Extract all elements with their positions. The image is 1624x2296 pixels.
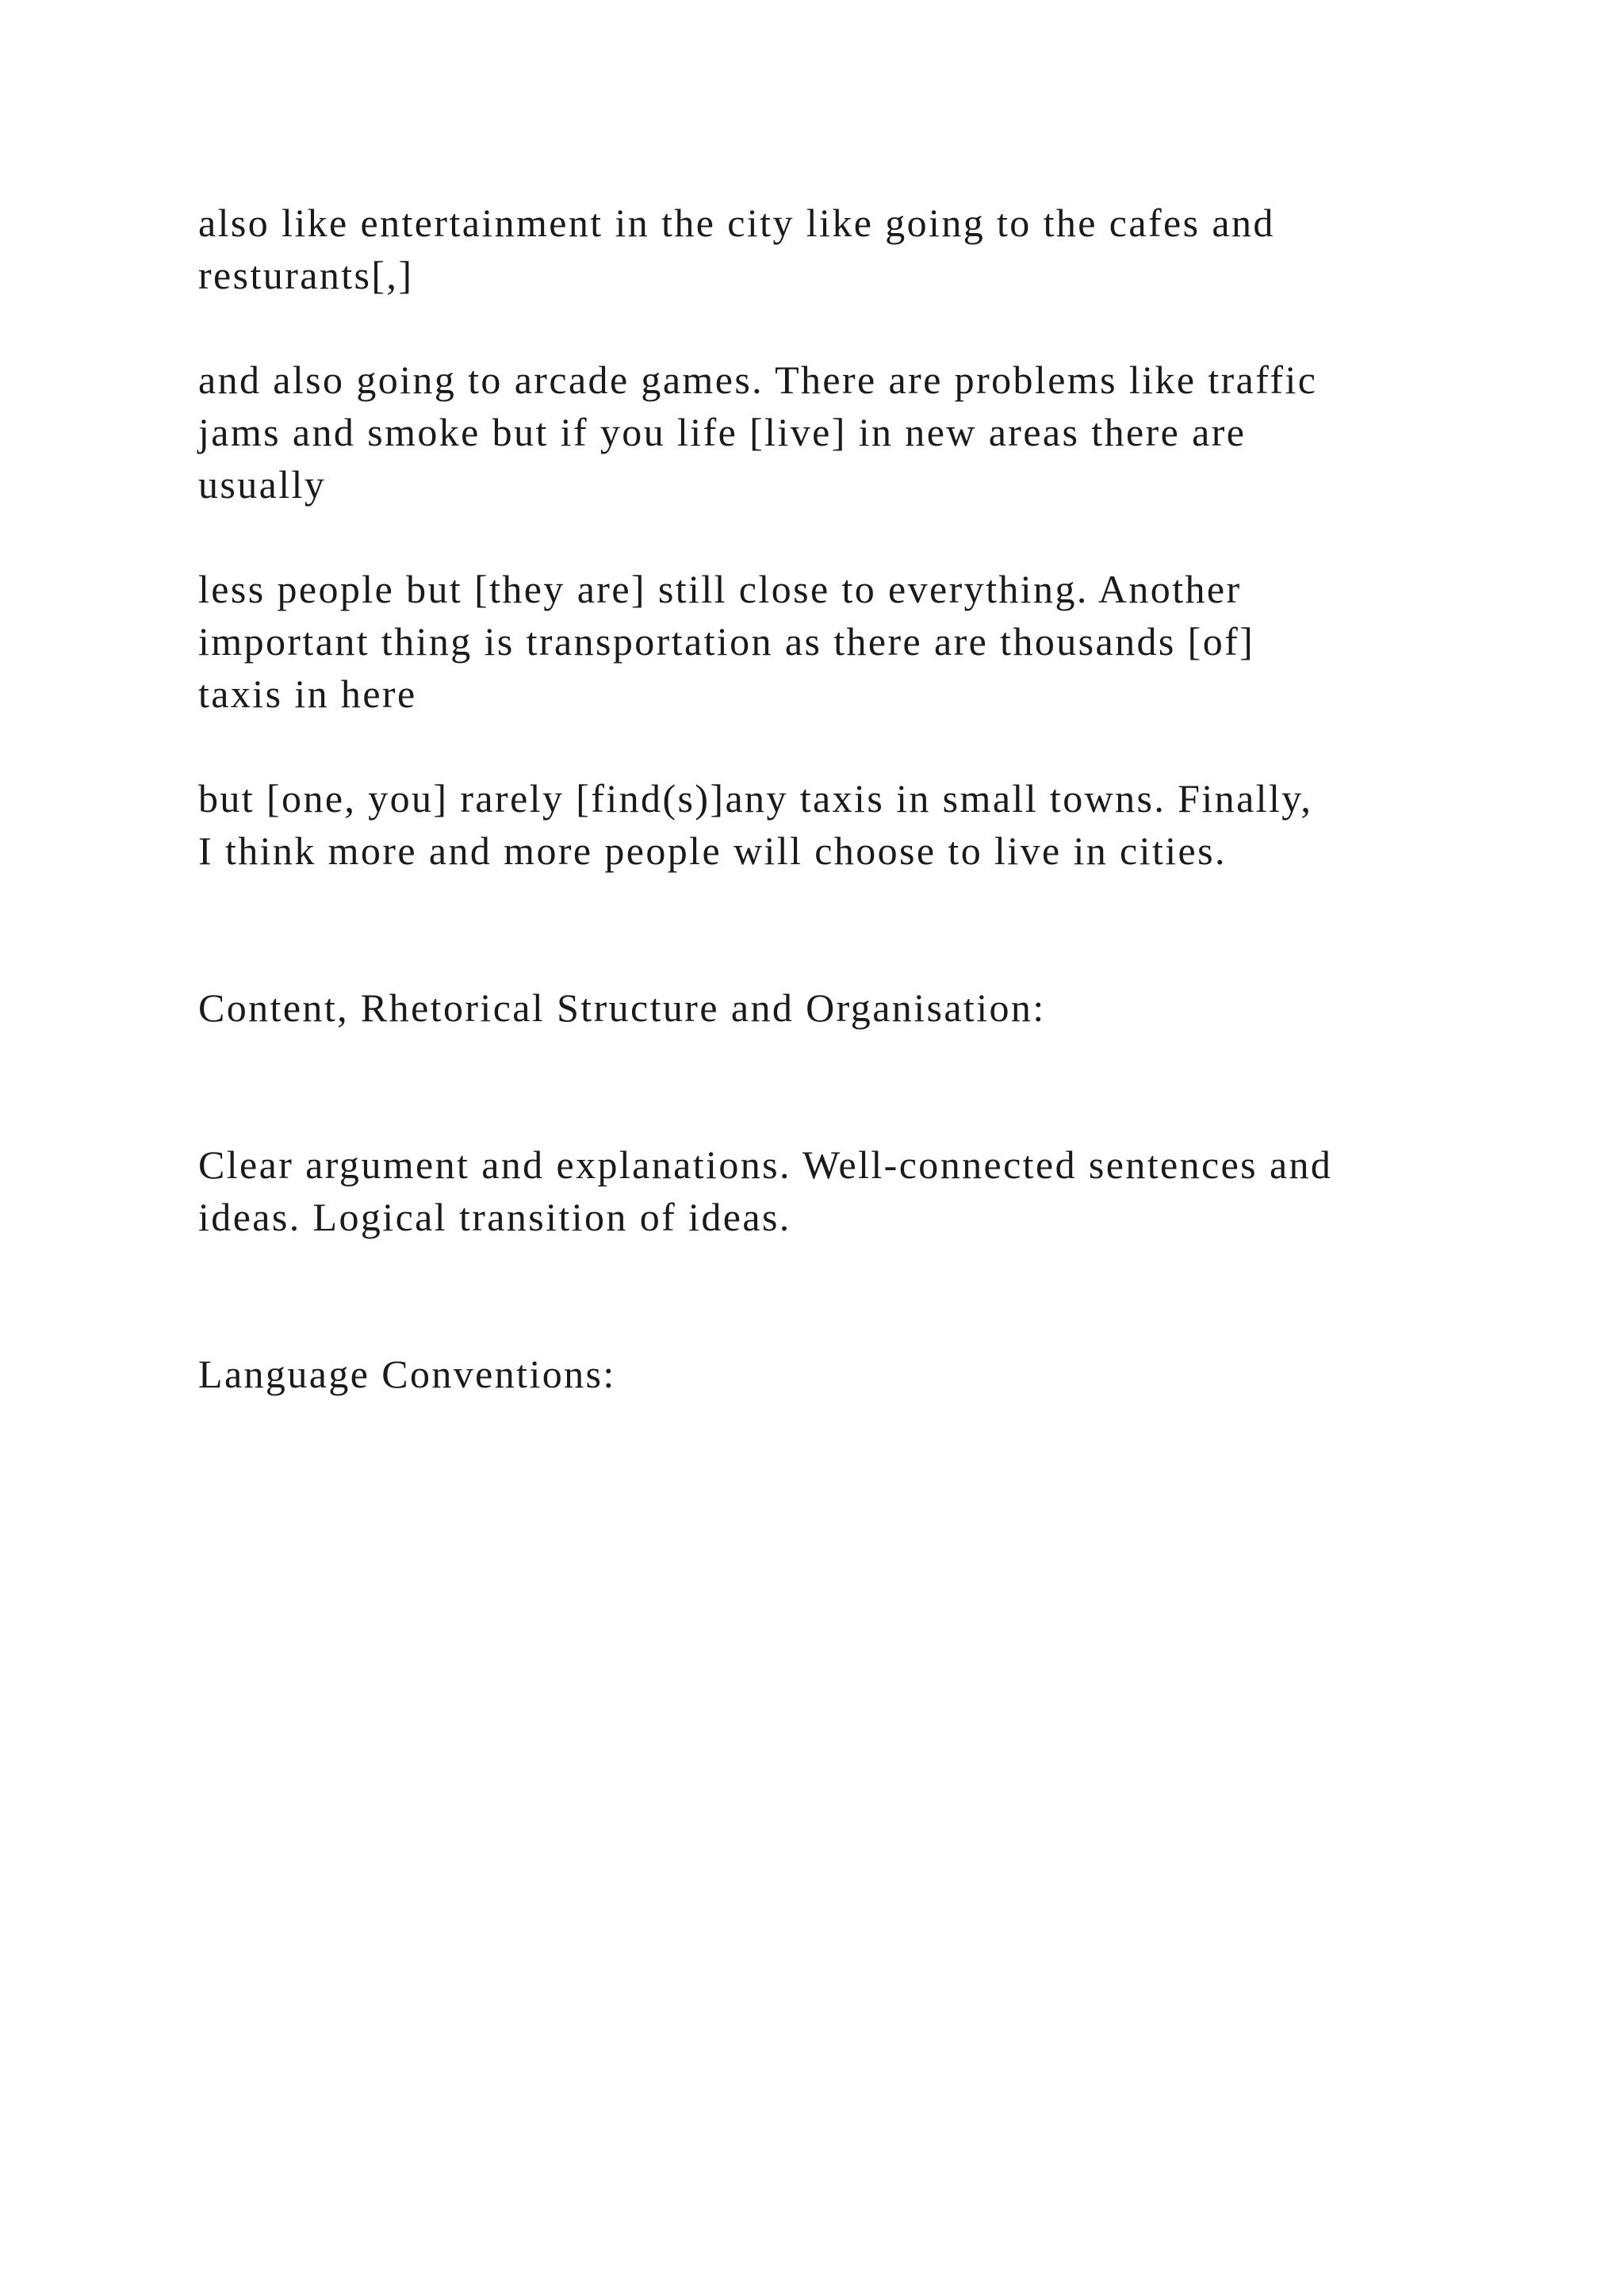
paragraph-1 [198, 197, 1499, 301]
text-line: resturants[,] [198, 253, 414, 297]
text-line: less people but [they are] still close to everything. Another [198, 567, 1242, 611]
text-line: also like entertainment in the city like going to the cafes and [198, 201, 1275, 245]
section-body-content [198, 1138, 1499, 1243]
text-line: important thing is transportation as there are thousands [of] [198, 619, 1255, 664]
text-line: but [one, you] rarely [find(s)]any taxis in small towns. Finally, [198, 776, 1313, 821]
section-heading-content [198, 982, 1499, 1034]
text-line: and also going to arcade games. There are problems like traffic [198, 358, 1318, 402]
text-line: usually [198, 462, 327, 507]
paragraph-4 [198, 772, 1499, 877]
text-line: Clear argument and explanations. Well-connected sentences and [198, 1142, 1333, 1187]
paragraph-3 [198, 563, 1499, 720]
section-heading-language [198, 1348, 1499, 1400]
text-line: ideas. Logical transition of ideas. [198, 1195, 791, 1239]
text-line: taxis in here [198, 672, 417, 716]
paragraph-2 [198, 354, 1499, 511]
text-line: jams and smoke but if you life [live] in new areas there are [198, 410, 1247, 454]
text-line: I think more and more people will choose to live in cities. [198, 828, 1227, 873]
heading-text: Language Conventions: [198, 1352, 616, 1396]
heading-text: Content, Rhetorical Structure and Organisation: [198, 985, 1046, 1030]
